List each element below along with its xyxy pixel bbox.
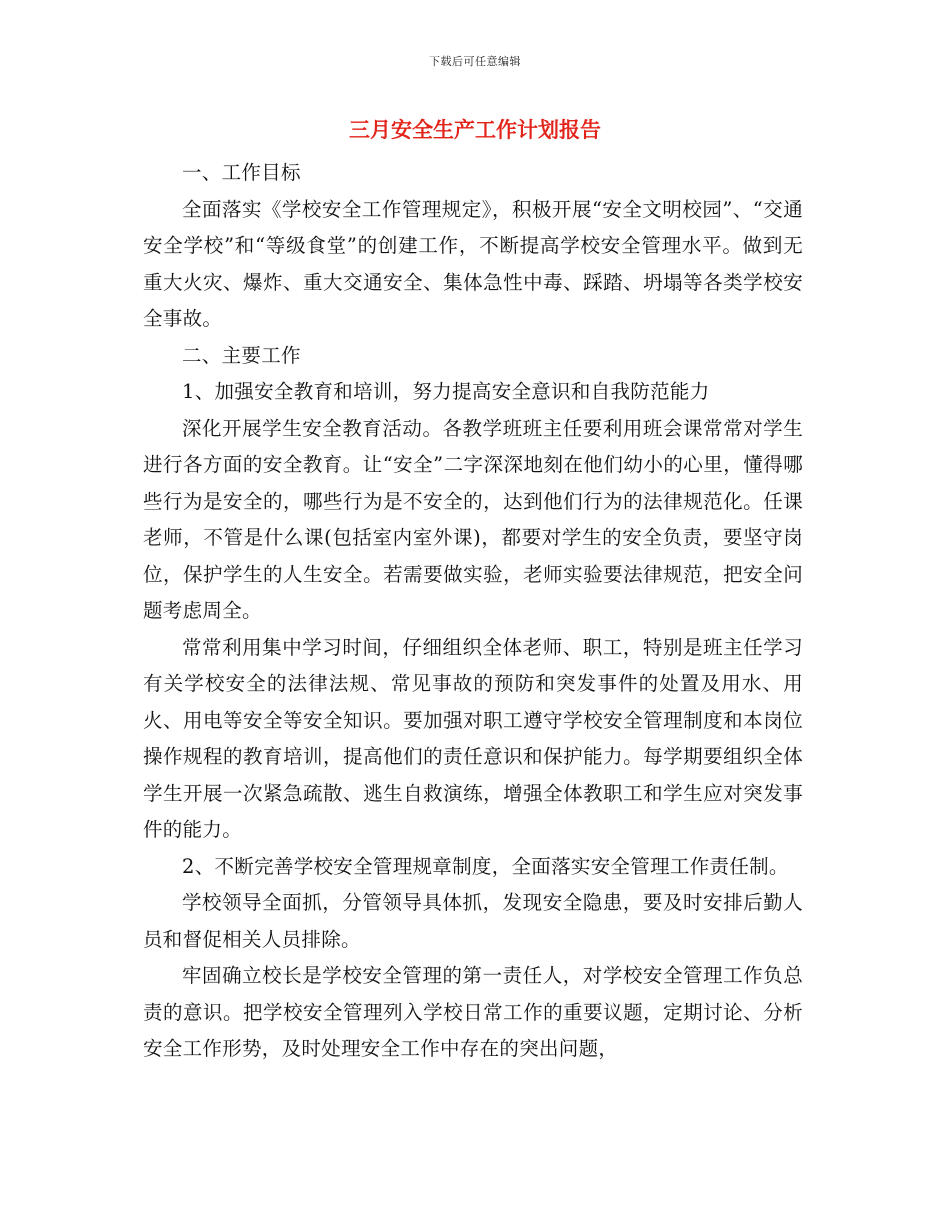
header-note: 下载后可任意编辑: [429, 55, 521, 68]
subheading-education: 1、加强安全教育和培训，努力提高安全意识和自我防范能力: [182, 380, 710, 403]
document-title: 三月安全生产工作计划报告: [349, 117, 601, 142]
document-body: [143, 155, 803, 1068]
paragraph-principal-responsibility: 牢固确立校长是学校安全管理的第一责任人，对学校安全管理工作负总责的意识。把学校安全管理列入学校日常工作的重要议题，定期讨论、分析安全工作形势，及时处理安全工作中存在的突出问题，: [143, 964, 803, 1060]
paragraph-staff-training: 常常利用集中学习时间，仔细组织全体老师、职工，特别是班主任学习有关学校安全的法律法规、常见事故的预防和突发事件的处置及用水、用火、用电等安全等安全知识。要加强对职工遵守学校安全管理制度和本岗位操作规程的教育培训，提高他们的责任意识和保护能力。每学期要组织全体学生开展一次紧急疏散、逃生自救演练，增强全体教职工和学生应对突发事件的能力。: [143, 635, 803, 841]
paragraph-goals: 全面落实《学校安全工作管理规定》，积极开展“安全文明校园”、“交通安全学校”和“等级食堂”的创建工作，不断提高学校安全管理水平。做到无重大火灾、爆炸、重大交通安全、集体急性中毒、踩踏、坍塌等各类学校安全事故。: [143, 197, 803, 330]
section-heading-goals: 一、工作目标: [182, 161, 301, 184]
section-heading-main-work: 二、主要工作: [182, 343, 301, 367]
paragraph-student-education: 深化开展学生安全教育活动。各教学班班主任要利用班会课常常对学生进行各方面的安全教育。让“安全”二字深深地刻在他们幼小的心里，懂得哪些行为是安全的，哪些行为是不安全的，达到他们行为的法律规范化。任课老师，不管是什么课(包括室内室外课)，都要对学生的安全负责，要坚守岗位，保护学生的人生安全。若需要做实验，老师实验要法律规范，把安全问题考虑周全。: [143, 416, 803, 622]
subheading-rules: 2、不断完善学校安全管理规章制度，全面落实安全管理工作责任制。: [182, 854, 789, 878]
paragraph-leadership: 学校领导全面抓，分管领导具体抓，发现安全隐患，要及时安排后勤人员和督促相关人员排除。: [143, 891, 803, 951]
